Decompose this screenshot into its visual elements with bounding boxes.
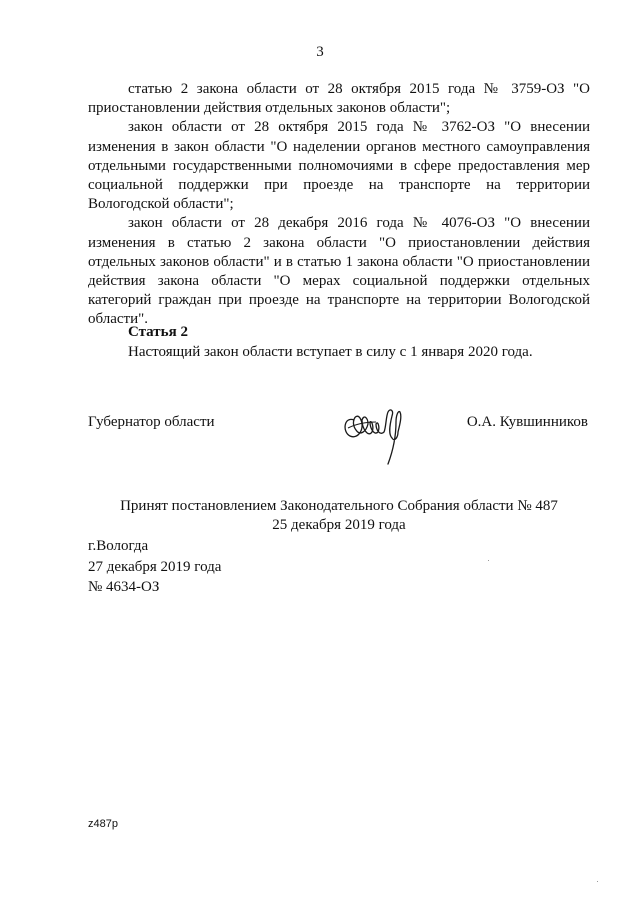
body-paragraph-1: статью 2 закона области от 28 октября 2015 года № 3759-ОЗ "О приостановлении действия отдельных законов области"; [88,81,590,117]
body-paragraph-3: закон области от 28 декабря 2016 года № 4076-ОЗ "О внесении изменения в статью 2 закона области "О приостановлении действия отдельных законов области" и в статью 1 закона области "О приостановлении действия закона области "О мерах социальной поддержки отдельных категорий граждан при проезде на транспорте на территории Вологодской области". [88,215,590,328]
law-number: № 4634-ОЗ [88,579,160,595]
place-date-number [88,536,221,598]
article-text: Настоящий закон области вступает в силу с 1 января 2020 года. [128,343,533,360]
article-heading: Статья 2 [128,324,188,340]
body-paragraph-2: закон области от 28 октября 2015 года № 3762-ОЗ "О внесении изменения в закон области "О наделении органов местного самоуправления отдельными государственными полномочиями в сфере предоставления мер социальной поддержки при проезде на транспорте на территории Вологодской области"; [88,119,590,213]
document-body [88,80,590,330]
governor-title: Губернатор области [88,414,215,430]
page-number: 3 [316,44,324,60]
scan-speck [597,881,598,882]
handwritten-signature [340,398,410,474]
document-code: z487p [88,818,118,830]
signature-row [88,414,590,434]
city: г.Вологда [88,538,149,554]
article-2 [128,323,598,362]
adoption-line-2: 25 декабря 2019 года [272,517,406,533]
scan-speck [488,560,489,561]
adoption-note [88,497,590,535]
signing-date: 27 декабря 2019 года [88,558,222,575]
governor-name: О.А. Кувшинников [466,414,588,430]
adoption-line-1: Принят постановлением Законодательного Собрания области № 487 [120,498,558,514]
